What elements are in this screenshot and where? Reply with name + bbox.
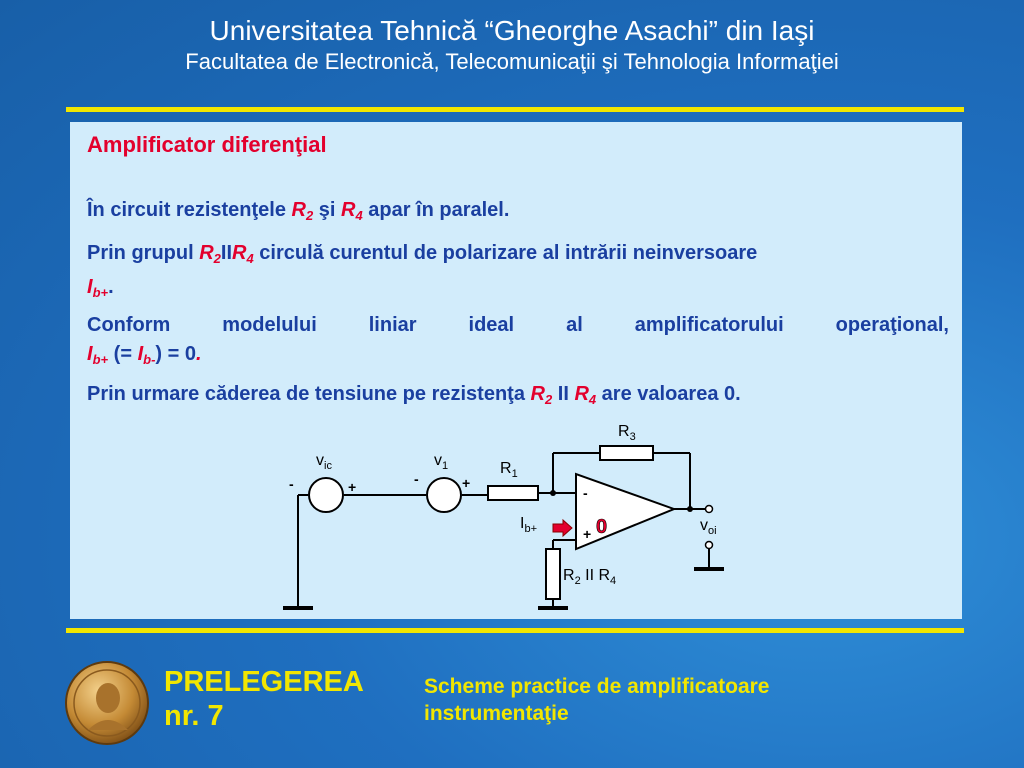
r24-resistor-icon (546, 549, 560, 599)
p4-r2-sub: 2 (544, 392, 553, 407)
p2-i: I (87, 276, 93, 298)
p2-r4-sub: 4 (246, 251, 254, 266)
vic-minus-sign: - (289, 476, 294, 492)
p3-i1: I (87, 343, 93, 365)
faculty-name: Facultatea de Electronică, Telecomunicaţii şi Tehnologia Informaţiei (185, 49, 839, 74)
label-r24: $R_2$ II $R_4$ (563, 567, 617, 587)
university-medal-icon (64, 660, 150, 746)
zero-voltage-label: 0 (596, 516, 608, 538)
p2-i-sub: b+ (92, 285, 109, 300)
p4-parallel: II (552, 383, 575, 405)
vic-source-icon (309, 478, 343, 512)
label-vo: $v_{oi}$ (700, 517, 717, 537)
p4-text-a: Prin urmare căderea de tensiune pe rezistenţa (87, 383, 531, 405)
bottom-divider (66, 628, 964, 633)
p4-r2: R (530, 383, 545, 405)
p1-r4-sub: 4 (355, 208, 363, 223)
terminal-icon (706, 506, 713, 513)
lecture-line-2: nr. 7 (164, 700, 224, 732)
subject-line-2: instrumentaţie (424, 702, 569, 725)
node-dot-icon (687, 506, 693, 512)
p1-text-a: În circuit rezistenţele (87, 199, 292, 221)
label-r1: $R_1$ (500, 460, 518, 480)
lecture-line-1: PRELEGEREA (164, 666, 364, 698)
label-ib: $I_{b+}$ (520, 515, 537, 535)
p3-line1: Conform modelului liniar ideal al amplificatorului operaţional, (87, 314, 949, 336)
lecture-subject (424, 673, 770, 727)
current-arrow-icon (553, 520, 572, 536)
p3-mid: (= (108, 343, 138, 365)
opamp-minus-sign: - (583, 485, 588, 501)
v1-plus-sign: + (462, 475, 471, 491)
vic-plus-sign: + (348, 479, 357, 495)
node-dot-icon (550, 490, 556, 496)
slide-title: Amplificator diferenţial (87, 132, 327, 157)
subject-line-1: Scheme practice de amplificatoare (424, 675, 770, 698)
r1-resistor-icon (488, 486, 538, 500)
label-v1: $v_1$ (434, 452, 449, 472)
p4-r4: R (574, 383, 589, 405)
p1-text-c: apar în paralel. (362, 199, 510, 221)
p3-i2-sub: b- (143, 352, 156, 367)
label-vic: $v_{ic}$ (316, 452, 332, 472)
p2-text-a: Prin grupul (87, 242, 200, 264)
p2-end: . (108, 276, 114, 298)
p3-i2: I (137, 343, 144, 365)
v1-minus-sign: - (414, 471, 419, 487)
p2-r4: R (232, 242, 247, 264)
p2-text-b: circulă curentul de polarizare al intrării neinversoare (253, 242, 758, 264)
p1-r4: R (341, 199, 356, 221)
r3-resistor-icon (600, 446, 653, 460)
p4-text-b: are valoarea 0. (596, 383, 741, 405)
p3-dot: . (195, 343, 202, 365)
label-r3: $R_3$ (618, 423, 636, 443)
p1-text-b: şi (313, 199, 341, 221)
p1-r2-sub: 2 (305, 208, 314, 223)
v1-source-icon (427, 478, 461, 512)
p4-r4-sub: 4 (588, 392, 597, 407)
university-name: Universitatea Tehnică “Gheorghe Asachi” din Iaşi (209, 15, 815, 46)
opamp-plus-sign: + (583, 526, 592, 542)
p3-end: ) = 0 (155, 343, 196, 365)
p3-i1-sub: b+ (92, 352, 109, 367)
terminal-icon (706, 542, 713, 549)
p2-parallel: II (220, 242, 233, 264)
lecture-number (164, 665, 364, 733)
p1-r2: R (291, 199, 306, 221)
p2-r2-sub: 2 (213, 251, 221, 266)
p2-r2: R (199, 242, 214, 264)
